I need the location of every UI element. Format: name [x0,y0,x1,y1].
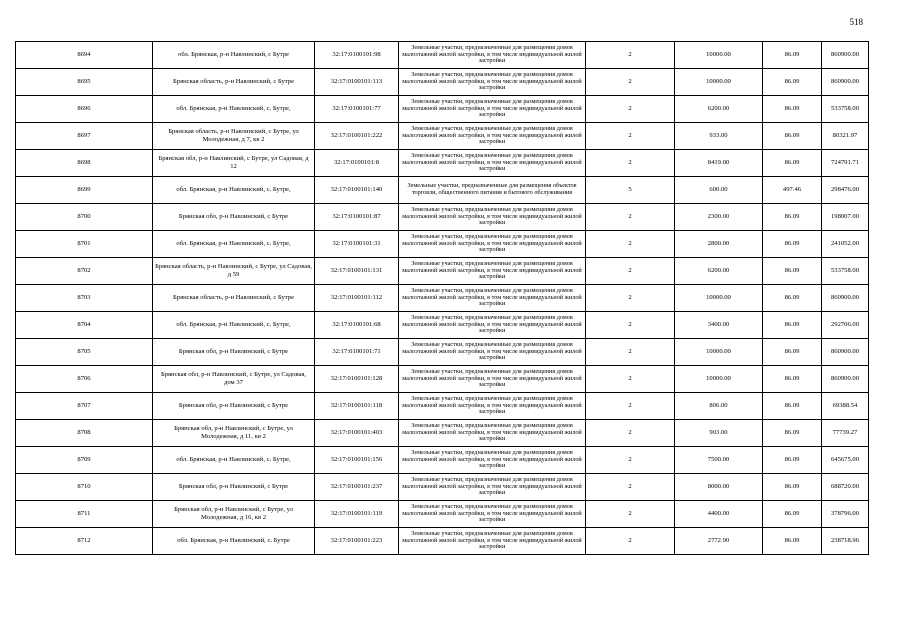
land-use-cell: Земельные участки, предназначенные для размещения домов малоэтажной жилой застройки, в том числе индивидуальной жилой застройки [399,420,586,447]
group-cell: 2 [586,123,675,150]
cadastral-number-cell: 32:17:0100101:113 [315,69,399,96]
cadastral-number-cell: 32:17:0100101:118 [315,393,399,420]
table-row [16,501,869,528]
land-use-cell: Земельные участки, предназначенные для размещения домов малоэтажной жилой застройки, в том числе индивидуальной жилой застройки [399,366,586,393]
group-cell: 2 [586,420,675,447]
row-number: 8708 [16,420,153,447]
address-cell: Брянская область, р-н Навлинский, с Бутре [153,285,315,312]
cadastral-number-cell: 32:17:0100101:156 [315,447,399,474]
table-body [16,42,869,555]
cadastral-number-cell: 32:17:0100101:98 [315,42,399,69]
cadastral-number-cell: 32:17:0100101:223 [315,528,399,555]
table-row [16,312,869,339]
address-cell: Брянская обл, р-н Навлинский, с Бутре [153,204,315,231]
rate-cell: 86.09 [763,96,822,123]
area-cell: 806.00 [675,393,763,420]
rate-cell: 86.09 [763,366,822,393]
row-number: 8695 [16,69,153,96]
rate-cell: 86.09 [763,339,822,366]
address-cell: Брянская обл, р-н Навлинский, с Бутре, ул Молодежная, д 11, кв 2 [153,420,315,447]
address-cell: Брянская обл, р-н Навлинский, с Бутре [153,339,315,366]
group-cell: 2 [586,285,675,312]
cadastral-value-cell: 298476.00 [822,177,869,204]
land-use-cell: Земельные участки, предназначенные для размещения домов малоэтажной жилой застройки, в том числе индивидуальной жилой застройки [399,123,586,150]
address-cell: обл. Брянская, р-н Навлинский, с. Бутре, [153,312,315,339]
cadastral-value-cell: 198007.00 [822,204,869,231]
address-cell: Брянская область, р-н Навлинский, с Бутре [153,69,315,96]
rate-cell: 86.09 [763,501,822,528]
group-cell: 2 [586,393,675,420]
cadastral-number-cell: 32:17:0100101:68 [315,312,399,339]
rate-cell: 86.09 [763,150,822,177]
table-row [16,474,869,501]
cadastral-number-cell: 32:17:0100101:140 [315,177,399,204]
land-use-cell: Земельные участки, предназначенные для размещения домов малоэтажной жилой застройки, в том числе индивидуальной жилой застройки [399,312,586,339]
address-cell: Брянская область, р-н Навлинский, с Бутре, ул Молодежная, д 7, кв 2 [153,123,315,150]
cadastral-number-cell: 32:17:0100101:403 [315,420,399,447]
cadastral-number-cell: 32:17:0100101:131 [315,258,399,285]
row-number: 8698 [16,150,153,177]
row-number: 8694 [16,42,153,69]
address-cell: Брянская обл, р-н Навлинский, с Бутре, ул Молодежная, д 16, кв 2 [153,501,315,528]
address-cell: Брянская обл, р-н Навлинский, с Бутре [153,474,315,501]
land-use-cell: Земельные участки, предназначенные для размещения домов малоэтажной жилой застройки, в том числе индивидуальной жилой застройки [399,447,586,474]
group-cell: 2 [586,528,675,555]
land-use-cell: Земельные участки, предназначенные для размещения домов малоэтажной жилой застройки, в том числе индивидуальной жилой застройки [399,150,586,177]
address-cell: Брянская обл, р-н Навлинский, с Бутре [153,393,315,420]
group-cell: 2 [586,69,675,96]
address-cell: Брянская обл, р-н Навлинский, с Бутре, ул Садовая, дом 37 [153,366,315,393]
cadastral-value-cell: 860900.00 [822,366,869,393]
cadastral-value-cell: 860900.00 [822,285,869,312]
table-row [16,420,869,447]
table-row [16,150,869,177]
address-cell: обл. Брянская, р-н Навлинский, с. Бутре, [153,447,315,474]
cadastral-value-cell: 292706.00 [822,312,869,339]
area-cell: 4400.00 [675,501,763,528]
rate-cell: 86.09 [763,447,822,474]
rate-cell: 86.09 [763,258,822,285]
group-cell: 2 [586,312,675,339]
area-cell: 10000.00 [675,339,763,366]
rate-cell: 86.09 [763,69,822,96]
area-cell: 10000.00 [675,285,763,312]
cadastral-number-cell: 32:17:0100101:112 [315,285,399,312]
group-cell: 2 [586,96,675,123]
row-number: 8712 [16,528,153,555]
page-number: 518 [849,17,863,27]
table-row [16,96,869,123]
land-registry-table [15,41,869,555]
rate-cell: 86.09 [763,393,822,420]
group-cell: 2 [586,339,675,366]
cadastral-value-cell: 238718.96 [822,528,869,555]
land-use-cell: Земельные участки, предназначенные для размещения домов малоэтажной жилой застройки, в том числе индивидуальной жилой застройки [399,69,586,96]
land-use-cell: Земельные участки, предназначенные для размещения домов малоэтажной жилой застройки, в том числе индивидуальной жилой застройки [399,231,586,258]
row-number: 8709 [16,447,153,474]
row-number: 8705 [16,339,153,366]
area-cell: 8419.00 [675,150,763,177]
land-use-cell: Земельные участки, предназначенные для размещения домов малоэтажной жилой застройки, в том числе индивидуальной жилой застройки [399,339,586,366]
table-row [16,231,869,258]
cadastral-number-cell: 32:17:0100101:8 [315,150,399,177]
cadastral-number-cell: 32:17:0100101:77 [315,96,399,123]
group-cell: 5 [586,177,675,204]
address-cell: обл. Брянская, р-н Навлинский, с Бутре [153,42,315,69]
rate-cell: 86.09 [763,231,822,258]
rate-cell: 86.09 [763,528,822,555]
rate-cell: 86.09 [763,285,822,312]
area-cell: 6200.00 [675,96,763,123]
land-use-cell: Земельные участки, предназначенные для размещения домов малоэтажной жилой застройки, в том числе индивидуальной жилой застройки [399,204,586,231]
land-use-cell: Земельные участки, предназначенные для размещения домов малоэтажной жилой застройки, в том числе индивидуальной жилой застройки [399,285,586,312]
area-cell: 10000.00 [675,69,763,96]
rate-cell: 86.09 [763,42,822,69]
area-cell: 10000.00 [675,366,763,393]
cadastral-value-cell: 80321.97 [822,123,869,150]
address-cell: Брянская область, р-н Навлинский, с Бутре, ул Садовая, д 59 [153,258,315,285]
cadastral-value-cell: 688720.00 [822,474,869,501]
row-number: 8696 [16,96,153,123]
cadastral-value-cell: 860900.00 [822,339,869,366]
table-row [16,258,869,285]
land-use-cell: Земельные участки, предназначенные для размещения домов малоэтажной жилой застройки, в том числе индивидуальной жилой застройки [399,501,586,528]
group-cell: 2 [586,204,675,231]
area-cell: 10000.00 [675,42,763,69]
address-cell: обл. Брянская, р-н Навлинский, с. Бутре, [153,96,315,123]
table-row [16,339,869,366]
cadastral-value-cell: 533758.00 [822,96,869,123]
row-number: 8700 [16,204,153,231]
rate-cell: 86.09 [763,204,822,231]
cadastral-value-cell: 69388.54 [822,393,869,420]
table-row [16,393,869,420]
cadastral-number-cell: 32:17:0100101:237 [315,474,399,501]
cadastral-value-cell: 860900.00 [822,42,869,69]
row-number: 8707 [16,393,153,420]
table-row [16,528,869,555]
land-use-cell: Земельные участки, предназначенные для размещения домов малоэтажной жилой застройки, в том числе индивидуальной жилой застройки [399,42,586,69]
land-use-cell: Земельные участки, предназначенные для размещения домов малоэтажной жилой застройки, в том числе индивидуальной жилой застройки [399,258,586,285]
table-row [16,447,869,474]
row-number: 8699 [16,177,153,204]
cadastral-value-cell: 241052.00 [822,231,869,258]
land-use-cell: Земельные участки, предназначенные для размещения домов малоэтажной жилой застройки, в том числе индивидуальной жилой застройки [399,96,586,123]
row-number: 8706 [16,366,153,393]
cadastral-number-cell: 32:17:0100101:128 [315,366,399,393]
cadastral-value-cell: 645675.00 [822,447,869,474]
rate-cell: 86.09 [763,420,822,447]
area-cell: 7500.00 [675,447,763,474]
area-cell: 2300.00 [675,204,763,231]
land-use-cell: Земельные участки, предназначенные для размещения объектов торговли, общественного питания и бытового обслуживания [399,177,586,204]
group-cell: 2 [586,150,675,177]
group-cell: 2 [586,42,675,69]
row-number: 8710 [16,474,153,501]
group-cell: 2 [586,501,675,528]
row-number: 8697 [16,123,153,150]
cadastral-number-cell: 32:17:0100101:119 [315,501,399,528]
area-cell: 2772.90 [675,528,763,555]
table-row [16,123,869,150]
row-number: 8701 [16,231,153,258]
group-cell: 2 [586,447,675,474]
group-cell: 2 [586,231,675,258]
address-cell: обл. Брянская, р-н Навлинский, с. Бутре, [153,177,315,204]
rate-cell: 497.46 [763,177,822,204]
cadastral-value-cell: 860900.00 [822,69,869,96]
group-cell: 2 [586,366,675,393]
address-cell: обл. Брянская, р-н Навлинский, с. Бутре, [153,231,315,258]
area-cell: 2800.00 [675,231,763,258]
cadastral-value-cell: 378796.00 [822,501,869,528]
area-cell: 903.00 [675,420,763,447]
row-number: 8711 [16,501,153,528]
rate-cell: 86.09 [763,123,822,150]
group-cell: 2 [586,474,675,501]
area-cell: 600.00 [675,177,763,204]
table-row [16,366,869,393]
area-cell: 6200.00 [675,258,763,285]
area-cell: 8000.00 [675,474,763,501]
table-row [16,204,869,231]
area-cell: 3400.00 [675,312,763,339]
row-number: 8702 [16,258,153,285]
table-row [16,69,869,96]
land-use-cell: Земельные участки, предназначенные для размещения домов малоэтажной жилой застройки, в том числе индивидуальной жилой застройки [399,393,586,420]
address-cell: Брянская обл, р-н Навлинский, с Бутре, ул Садовая, д 12 [153,150,315,177]
cadastral-number-cell: 32:17:0100101:87 [315,204,399,231]
area-cell: 933.00 [675,123,763,150]
group-cell: 2 [586,258,675,285]
cadastral-value-cell: 724791.71 [822,150,869,177]
row-number: 8703 [16,285,153,312]
cadastral-value-cell: 533758.00 [822,258,869,285]
land-use-cell: Земельные участки, предназначенные для размещения домов малоэтажной жилой застройки, в том числе индивидуальной жилой застройки [399,474,586,501]
cadastral-number-cell: 32:17:0100101:222 [315,123,399,150]
table-row [16,285,869,312]
cadastral-number-cell: 32:17:0100101:71 [315,339,399,366]
table-row [16,42,869,69]
rate-cell: 86.09 [763,474,822,501]
rate-cell: 86.09 [763,312,822,339]
land-use-cell: Земельные участки, предназначенные для размещения домов малоэтажной жилой застройки, в том числе индивидуальной жилой застройки [399,528,586,555]
table-row [16,177,869,204]
cadastral-number-cell: 32:17:0100101:31 [315,231,399,258]
cadastral-value-cell: 77739.27 [822,420,869,447]
row-number: 8704 [16,312,153,339]
address-cell: обл. Брянская, р-н Навлинский, с. Бутре [153,528,315,555]
